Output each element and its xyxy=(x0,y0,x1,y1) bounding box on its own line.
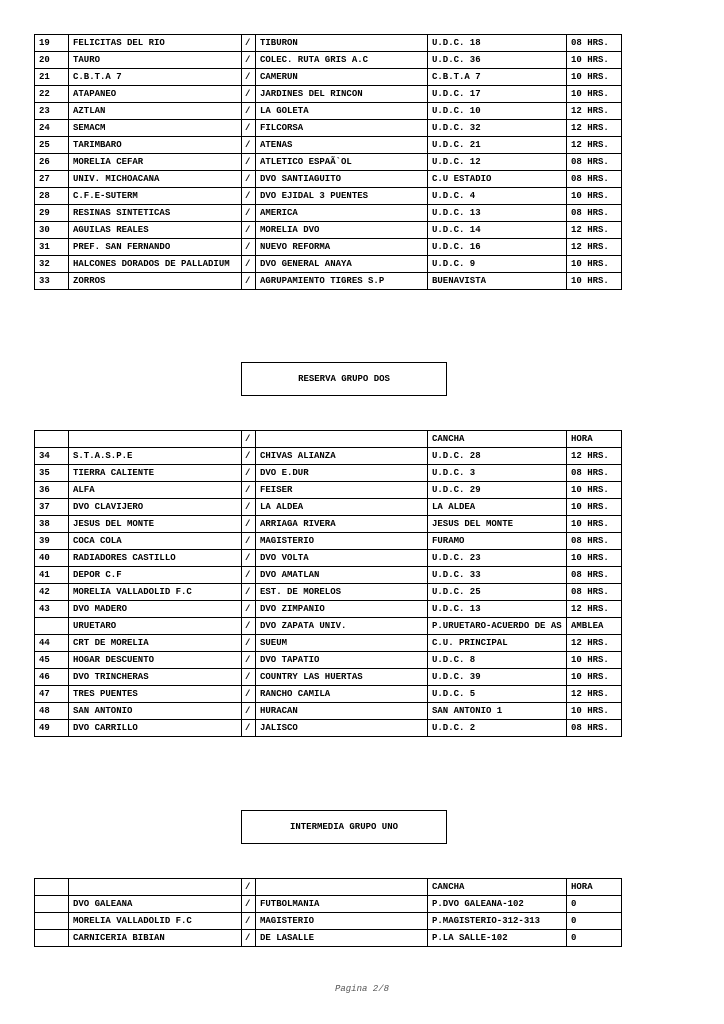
fixtures-table-body xyxy=(35,879,622,947)
table-row xyxy=(35,533,622,550)
field-cell: U.D.C. 33 xyxy=(428,567,567,584)
field-cell: SAN ANTONIO 1 xyxy=(428,703,567,720)
away-team-cell: DVO ZAPATA UNIV. xyxy=(256,618,428,635)
match-number-cell: 39 xyxy=(35,533,69,550)
away-team-cell: HURACAN xyxy=(256,703,428,720)
field-cell: U.D.C. 17 xyxy=(428,86,567,103)
home-team-cell: RESINAS SINTETICAS xyxy=(69,205,242,222)
separator-cell: / xyxy=(242,431,256,448)
table-row xyxy=(35,448,622,465)
separator-cell: / xyxy=(242,171,256,188)
home-team-cell: SEMACM xyxy=(69,120,242,137)
fixtures-table-intermedia xyxy=(34,878,622,947)
away-team-cell: DVO SANTIAGUITO xyxy=(256,171,428,188)
match-number-cell: 24 xyxy=(35,120,69,137)
field-cell: U.D.C. 13 xyxy=(428,601,567,618)
fixtures-table-body xyxy=(35,35,622,290)
match-number-cell: 48 xyxy=(35,703,69,720)
table-row xyxy=(35,584,622,601)
home-team-cell: DVO TRINCHERAS xyxy=(69,669,242,686)
field-cell: U.D.C. 3 xyxy=(428,465,567,482)
fixtures-table-reserva xyxy=(34,430,622,737)
away-team-cell: RANCHO CAMILA xyxy=(256,686,428,703)
field-cell: U.D.C. 9 xyxy=(428,256,567,273)
field-cell: U.D.C. 8 xyxy=(428,652,567,669)
time-cell: 12 HRS. xyxy=(567,601,622,618)
away-team-cell: DVO E.DUR xyxy=(256,465,428,482)
separator-cell: / xyxy=(242,516,256,533)
field-cell: U.D.C. 36 xyxy=(428,52,567,69)
table-row xyxy=(35,686,622,703)
home-team-cell: DVO CARRILLO xyxy=(69,720,242,737)
home-team-cell: FELICITAS DEL RIO xyxy=(69,35,242,52)
away-team-cell: COUNTRY LAS HUERTAS xyxy=(256,669,428,686)
field-cell: BUENAVISTA xyxy=(428,273,567,290)
separator-cell: / xyxy=(242,35,256,52)
fixtures-table-body xyxy=(35,431,622,737)
home-team-cell: ZORROS xyxy=(69,273,242,290)
home-team-cell: TIERRA CALIENTE xyxy=(69,465,242,482)
away-team-cell: DVO VOLTA xyxy=(256,550,428,567)
match-number-cell: 44 xyxy=(35,635,69,652)
separator-cell: / xyxy=(242,499,256,516)
time-cell: HORA xyxy=(567,431,622,448)
home-team-cell: URUETARO xyxy=(69,618,242,635)
field-cell: U.D.C. 28 xyxy=(428,448,567,465)
match-number-cell: 41 xyxy=(35,567,69,584)
table-row xyxy=(35,703,622,720)
time-cell: 10 HRS. xyxy=(567,499,622,516)
separator-cell: / xyxy=(242,601,256,618)
home-team-cell: HOGAR DESCUENTO xyxy=(69,652,242,669)
field-cell: C.B.T.A 7 xyxy=(428,69,567,86)
table-row xyxy=(35,52,622,69)
field-cell: U.D.C. 39 xyxy=(428,669,567,686)
home-team-cell: COCA COLA xyxy=(69,533,242,550)
match-number-cell: 23 xyxy=(35,103,69,120)
field-cell: U.D.C. 4 xyxy=(428,188,567,205)
home-team-cell xyxy=(69,431,242,448)
away-team-cell: DVO ZIMPANIO xyxy=(256,601,428,618)
field-cell: P.LA SALLE-102 xyxy=(428,930,567,947)
match-number-cell: 21 xyxy=(35,69,69,86)
separator-cell: / xyxy=(242,635,256,652)
separator-cell: / xyxy=(242,896,256,913)
away-team-cell: TIBURON xyxy=(256,35,428,52)
match-number-cell: 40 xyxy=(35,550,69,567)
separator-cell: / xyxy=(242,567,256,584)
match-number-cell: 43 xyxy=(35,601,69,618)
away-team-cell: CHIVAS ALIANZA xyxy=(256,448,428,465)
table-row xyxy=(35,482,622,499)
away-team-cell: DVO AMATLAN xyxy=(256,567,428,584)
table-row xyxy=(35,652,622,669)
field-cell: JESUS DEL MONTE xyxy=(428,516,567,533)
time-cell: 08 HRS. xyxy=(567,584,622,601)
away-team-cell: EST. DE MORELOS xyxy=(256,584,428,601)
match-number-cell: 46 xyxy=(35,669,69,686)
field-cell: U.D.C. 29 xyxy=(428,482,567,499)
away-team-cell: FILCORSA xyxy=(256,120,428,137)
time-cell: 10 HRS. xyxy=(567,273,622,290)
table-row xyxy=(35,618,622,635)
away-team-cell: MAGISTERIO xyxy=(256,913,428,930)
table-row xyxy=(35,913,622,930)
separator-cell: / xyxy=(242,205,256,222)
separator-cell: / xyxy=(242,256,256,273)
home-team-cell: SAN ANTONIO xyxy=(69,703,242,720)
table-row xyxy=(35,69,622,86)
table-row xyxy=(35,635,622,652)
away-team-cell: ATLETICO ESPAÃ`OL xyxy=(256,154,428,171)
home-team-cell: RADIADORES CASTILLO xyxy=(69,550,242,567)
separator-cell: / xyxy=(242,913,256,930)
match-number-cell: 42 xyxy=(35,584,69,601)
home-team-cell: ATAPANEO xyxy=(69,86,242,103)
separator-cell: / xyxy=(242,86,256,103)
field-cell: CANCHA xyxy=(428,879,567,896)
match-number-cell: 28 xyxy=(35,188,69,205)
field-cell: LA ALDEA xyxy=(428,499,567,516)
match-number-cell: 29 xyxy=(35,205,69,222)
separator-cell: / xyxy=(242,273,256,290)
time-cell: 08 HRS. xyxy=(567,465,622,482)
table-row xyxy=(35,516,622,533)
home-team-cell: UNIV. MICHOACANA xyxy=(69,171,242,188)
field-cell: FURAMO xyxy=(428,533,567,550)
separator-cell: / xyxy=(242,584,256,601)
time-cell: 10 HRS. xyxy=(567,550,622,567)
match-number-cell: 26 xyxy=(35,154,69,171)
field-cell: U.D.C. 12 xyxy=(428,154,567,171)
field-cell: C.U. PRINCIPAL xyxy=(428,635,567,652)
home-team-cell: S.T.A.S.P.E xyxy=(69,448,242,465)
away-team-cell: DVO GENERAL ANAYA xyxy=(256,256,428,273)
time-cell: 08 HRS. xyxy=(567,533,622,550)
field-cell: U.D.C. 16 xyxy=(428,239,567,256)
field-cell: U.D.C. 21 xyxy=(428,137,567,154)
away-team-cell xyxy=(256,431,428,448)
field-cell: CANCHA xyxy=(428,431,567,448)
time-cell: 10 HRS. xyxy=(567,256,622,273)
field-cell: U.D.C. 18 xyxy=(428,35,567,52)
separator-cell: / xyxy=(242,465,256,482)
match-number-cell xyxy=(35,930,69,947)
time-cell: 10 HRS. xyxy=(567,52,622,69)
field-cell: U.D.C. 25 xyxy=(428,584,567,601)
away-team-cell: DVO EJIDAL 3 PUENTES xyxy=(256,188,428,205)
table-row xyxy=(35,137,622,154)
page-number: Pagina 2/8 xyxy=(334,984,389,994)
time-cell: HORA xyxy=(567,879,622,896)
time-cell: 0 xyxy=(567,930,622,947)
away-team-cell: AMERICA xyxy=(256,205,428,222)
away-team-cell: ARRIAGA RIVERA xyxy=(256,516,428,533)
time-cell: AMBLEA xyxy=(567,618,622,635)
table-row xyxy=(35,896,622,913)
time-cell: 0 xyxy=(567,896,622,913)
home-team-cell: CARNICERIA BIBIAN xyxy=(69,930,242,947)
field-cell: P.URUETARO-ACUERDO DE AS xyxy=(428,618,567,635)
table-row xyxy=(35,120,622,137)
separator-cell: / xyxy=(242,222,256,239)
home-team-cell: C.F.E-SUTERM xyxy=(69,188,242,205)
field-cell: U.D.C. 13 xyxy=(428,205,567,222)
field-cell: U.D.C. 2 xyxy=(428,720,567,737)
table-row xyxy=(35,273,622,290)
field-cell: P.MAGISTERIO-312-313 xyxy=(428,913,567,930)
home-team-cell: MORELIA CEFAR xyxy=(69,154,242,171)
match-number-cell xyxy=(35,913,69,930)
separator-cell: / xyxy=(242,154,256,171)
away-team-cell: SUEUM xyxy=(256,635,428,652)
table-row xyxy=(35,205,622,222)
table-row xyxy=(35,154,622,171)
home-team-cell: DVO GALEANA xyxy=(69,896,242,913)
away-team-cell: MAGISTERIO xyxy=(256,533,428,550)
separator-cell: / xyxy=(242,550,256,567)
home-team-cell: MORELIA VALLADOLID F.C xyxy=(69,913,242,930)
match-number-cell: 19 xyxy=(35,35,69,52)
match-number-cell xyxy=(35,431,69,448)
away-team-cell: LA ALDEA xyxy=(256,499,428,516)
table-row xyxy=(35,103,622,120)
time-cell: 10 HRS. xyxy=(567,669,622,686)
time-cell: 12 HRS. xyxy=(567,222,622,239)
home-team-cell xyxy=(69,879,242,896)
separator-cell: / xyxy=(242,879,256,896)
table-row xyxy=(35,188,622,205)
home-team-cell: DEPOR C.F xyxy=(69,567,242,584)
time-cell: 12 HRS. xyxy=(567,239,622,256)
home-team-cell: DVO CLAVIJERO xyxy=(69,499,242,516)
time-cell: 10 HRS. xyxy=(567,703,622,720)
match-number-cell: 34 xyxy=(35,448,69,465)
separator-cell: / xyxy=(242,703,256,720)
home-team-cell: C.B.T.A 7 xyxy=(69,69,242,86)
time-cell: 10 HRS. xyxy=(567,652,622,669)
separator-cell: / xyxy=(242,448,256,465)
time-cell: 08 HRS. xyxy=(567,567,622,584)
match-number-cell: 37 xyxy=(35,499,69,516)
away-team-cell: DVO TAPATIO xyxy=(256,652,428,669)
home-team-cell: TRES PUENTES xyxy=(69,686,242,703)
home-team-cell: TARIMBARO xyxy=(69,137,242,154)
match-number-cell xyxy=(35,896,69,913)
away-team-cell: FUTBOLMANIA xyxy=(256,896,428,913)
table-row xyxy=(35,86,622,103)
time-cell: 12 HRS. xyxy=(567,137,622,154)
separator-cell: / xyxy=(242,120,256,137)
table-row xyxy=(35,222,622,239)
table-row xyxy=(35,256,622,273)
field-cell: U.D.C. 5 xyxy=(428,686,567,703)
time-cell: 10 HRS. xyxy=(567,69,622,86)
table-row xyxy=(35,465,622,482)
section-title-intermedia: INTERMEDIA GRUPO UNO xyxy=(241,810,447,844)
table-header-row xyxy=(35,879,622,896)
match-number-cell: 38 xyxy=(35,516,69,533)
separator-cell: / xyxy=(242,720,256,737)
table-row xyxy=(35,930,622,947)
away-team-cell: MORELIA DVO xyxy=(256,222,428,239)
match-number-cell: 25 xyxy=(35,137,69,154)
separator-cell: / xyxy=(242,188,256,205)
match-number-cell: 32 xyxy=(35,256,69,273)
field-cell: P.DVO GALEANA-102 xyxy=(428,896,567,913)
match-number-cell: 47 xyxy=(35,686,69,703)
table-row xyxy=(35,601,622,618)
away-team-cell: ATENAS xyxy=(256,137,428,154)
field-cell: U.D.C. 10 xyxy=(428,103,567,120)
match-number-cell: 22 xyxy=(35,86,69,103)
time-cell: 0 xyxy=(567,913,622,930)
separator-cell: / xyxy=(242,69,256,86)
time-cell: 08 HRS. xyxy=(567,171,622,188)
separator-cell: / xyxy=(242,686,256,703)
separator-cell: / xyxy=(242,618,256,635)
home-team-cell: AGUILAS REALES xyxy=(69,222,242,239)
field-cell: U.D.C. 23 xyxy=(428,550,567,567)
separator-cell: / xyxy=(242,652,256,669)
home-team-cell: HALCONES DORADOS DE PALLADIUM xyxy=(69,256,242,273)
match-number-cell: 35 xyxy=(35,465,69,482)
field-cell: U.D.C. 32 xyxy=(428,120,567,137)
table-row xyxy=(35,720,622,737)
time-cell: 12 HRS. xyxy=(567,686,622,703)
away-team-cell: LA GOLETA xyxy=(256,103,428,120)
field-cell: C.U ESTADIO xyxy=(428,171,567,188)
separator-cell: / xyxy=(242,533,256,550)
time-cell: 12 HRS. xyxy=(567,120,622,137)
separator-cell: / xyxy=(242,103,256,120)
home-team-cell: JESUS DEL MONTE xyxy=(69,516,242,533)
away-team-cell: NUEVO REFORMA xyxy=(256,239,428,256)
table-row xyxy=(35,239,622,256)
away-team-cell: JALISCO xyxy=(256,720,428,737)
match-number-cell: 30 xyxy=(35,222,69,239)
table-row xyxy=(35,567,622,584)
time-cell: 12 HRS. xyxy=(567,448,622,465)
away-team-cell: CAMERUN xyxy=(256,69,428,86)
time-cell: 10 HRS. xyxy=(567,188,622,205)
table-row xyxy=(35,550,622,567)
home-team-cell: TAURO xyxy=(69,52,242,69)
time-cell: 08 HRS. xyxy=(567,154,622,171)
separator-cell: / xyxy=(242,669,256,686)
match-number-cell: 27 xyxy=(35,171,69,188)
home-team-cell: CRT DE MORELIA xyxy=(69,635,242,652)
table-row xyxy=(35,499,622,516)
match-number-cell: 20 xyxy=(35,52,69,69)
time-cell: 12 HRS. xyxy=(567,635,622,652)
field-cell: U.D.C. 14 xyxy=(428,222,567,239)
match-number-cell: 36 xyxy=(35,482,69,499)
time-cell: 08 HRS. xyxy=(567,35,622,52)
time-cell: 08 HRS. xyxy=(567,205,622,222)
table-row xyxy=(35,171,622,188)
time-cell: 10 HRS. xyxy=(567,516,622,533)
section-title-reserva: RESERVA GRUPO DOS xyxy=(241,362,447,396)
separator-cell: / xyxy=(242,137,256,154)
table-row xyxy=(35,35,622,52)
away-team-cell: AGRUPAMIENTO TIGRES S.P xyxy=(256,273,428,290)
home-team-cell: ALFA xyxy=(69,482,242,499)
time-cell: 10 HRS. xyxy=(567,482,622,499)
away-team-cell: FEISER xyxy=(256,482,428,499)
separator-cell: / xyxy=(242,482,256,499)
separator-cell: / xyxy=(242,930,256,947)
match-number-cell: 31 xyxy=(35,239,69,256)
time-cell: 10 HRS. xyxy=(567,86,622,103)
away-team-cell: JARDINES DEL RINCON xyxy=(256,86,428,103)
separator-cell: / xyxy=(242,239,256,256)
home-team-cell: MORELIA VALLADOLID F.C xyxy=(69,584,242,601)
separator-cell: / xyxy=(242,52,256,69)
away-team-cell: COLEC. RUTA GRIS A.C xyxy=(256,52,428,69)
match-number-cell: 45 xyxy=(35,652,69,669)
table-row xyxy=(35,669,622,686)
table-header-row xyxy=(35,431,622,448)
time-cell: 12 HRS. xyxy=(567,103,622,120)
time-cell: 08 HRS. xyxy=(567,720,622,737)
away-team-cell: DE LASALLE xyxy=(256,930,428,947)
match-number-cell xyxy=(35,879,69,896)
home-team-cell: DVO MADERO xyxy=(69,601,242,618)
fixtures-table-top xyxy=(34,34,622,290)
match-number-cell xyxy=(35,618,69,635)
home-team-cell: AZTLAN xyxy=(69,103,242,120)
match-number-cell: 33 xyxy=(35,273,69,290)
match-number-cell: 49 xyxy=(35,720,69,737)
home-team-cell: PREF. SAN FERNANDO xyxy=(69,239,242,256)
away-team-cell xyxy=(256,879,428,896)
